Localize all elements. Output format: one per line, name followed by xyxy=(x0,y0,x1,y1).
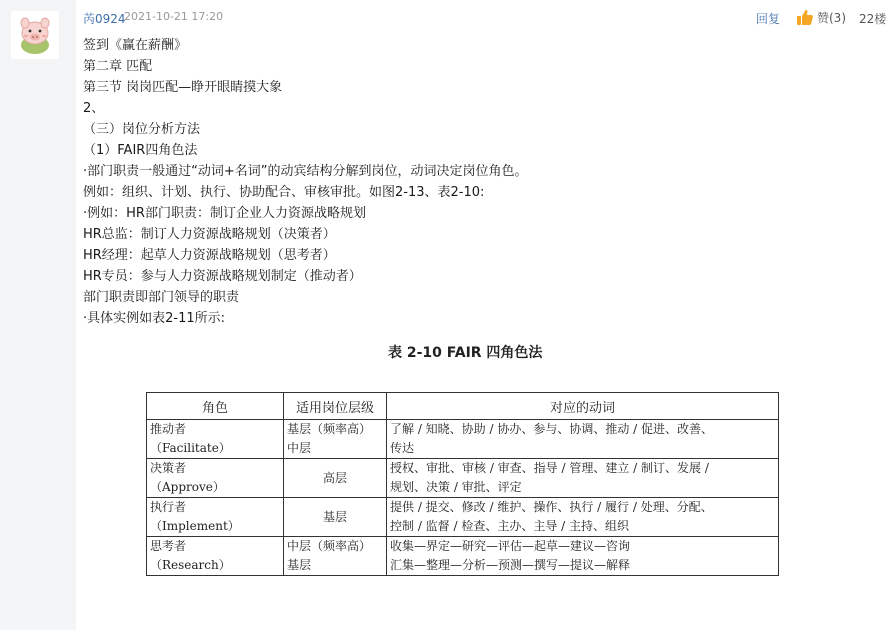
post-header xyxy=(83,10,889,28)
role-english: （Approve） xyxy=(150,480,225,494)
content-line: 第二章 匹配 xyxy=(83,59,153,74)
role-english: （Facilitate） xyxy=(150,441,231,455)
table-row xyxy=(147,498,779,537)
verbs-line: 授权、审批、审核 / 审查、指导 / 管理、建立 / 制订、发展 / xyxy=(390,461,709,475)
content-line: 签到《赢在薪酬》 xyxy=(83,38,188,53)
content-line: ·具体实例如表2-11所示: xyxy=(83,311,226,326)
floor-number: 22楼 xyxy=(859,12,887,26)
verbs-line: 提供 / 提交、修改 / 维护、操作、执行 / 履行 / 处理、分配、 xyxy=(390,500,713,514)
verbs-line: 规划、决策 / 审批、评定 xyxy=(390,480,522,494)
level-line: 中层 xyxy=(287,441,312,455)
content-line: HR总监：制订人力资源战略规划（决策者） xyxy=(83,227,336,242)
role-cell xyxy=(147,537,284,576)
verbs-cell xyxy=(387,459,779,498)
role-english: （Implement） xyxy=(150,519,240,533)
post-content xyxy=(83,35,883,329)
username-link[interactable]: 芮0924 xyxy=(83,12,126,26)
role-english: （Research） xyxy=(150,558,231,572)
verbs-line: 了解 / 知晓、协助 / 协办、参与、协调、推动 / 促进、改善、 xyxy=(390,422,714,436)
role-cell xyxy=(147,420,284,459)
table-row xyxy=(147,459,779,498)
verbs-line: 汇集—整理—分析—预测—撰写—提议—解释 xyxy=(390,558,631,572)
content-line: HR专员：参与人力资源战略规划制定（推动者） xyxy=(83,269,362,284)
table-header-row xyxy=(147,393,779,420)
header-level: 适用岗位层级 xyxy=(284,393,387,420)
role-name: 推动者 xyxy=(150,422,187,436)
like-button[interactable] xyxy=(796,8,846,26)
header-verbs: 对应的动词 xyxy=(387,393,779,420)
header-role: 角色 xyxy=(147,393,284,420)
fair-table-image[interactable] xyxy=(140,330,790,630)
level-cell xyxy=(284,537,387,576)
verbs-line: 传达 xyxy=(390,441,415,455)
content-line: ·部门职责一般通过“动词+名词”的动宾结构分解到岗位，动词决定岗位角色。 xyxy=(83,164,528,179)
reply-button[interactable]: 回复 xyxy=(756,12,781,26)
table-row xyxy=(147,537,779,576)
verbs-cell xyxy=(387,498,779,537)
level-cell: 基层 xyxy=(284,498,387,537)
role-name: 决策者 xyxy=(150,461,187,475)
content-line: （三）岗位分析方法 xyxy=(83,122,201,137)
post-timestamp: 2021-10-21 17:20 xyxy=(124,10,224,23)
content-line: ·例如：HR部门职责：制订企业人力资源战略规划 xyxy=(83,206,366,221)
user-sidebar xyxy=(0,0,76,630)
user-avatar[interactable] xyxy=(11,11,59,59)
content-line: 第三节 岗岗匹配—睁开眼睛摸大象 xyxy=(83,80,283,95)
role-name: 思考者 xyxy=(150,539,187,553)
level-cell xyxy=(284,420,387,459)
level-line: 中层（频率高） xyxy=(287,539,372,553)
content-line: 例如：组织、计划、执行、协助配合、审核审批。如图2-13、表2-10: xyxy=(83,185,485,200)
table-row xyxy=(147,420,779,459)
content-line: 2、 xyxy=(83,101,105,116)
role-name: 执行者 xyxy=(150,500,187,514)
verbs-cell xyxy=(387,420,779,459)
verbs-line: 控制 / 监督 / 检查、主办、主导 / 主持、组织 xyxy=(390,519,630,533)
level-line: 基层 xyxy=(287,558,312,572)
verbs-cell xyxy=(387,537,779,576)
verbs-line: 收集—界定—研究—评估—起草—建议—咨询 xyxy=(390,539,631,553)
fair-table xyxy=(146,392,779,576)
table-caption: 表 2-10 FAIR 四角色法 xyxy=(388,345,543,361)
content-line: （1）FAIR四角色法 xyxy=(83,143,198,158)
pig-avatar-icon xyxy=(11,11,59,59)
level-cell: 高层 xyxy=(284,459,387,498)
like-count: 赞(3) xyxy=(817,10,846,25)
content-line: HR经理：起草人力资源战略规划（思考者） xyxy=(83,248,336,263)
role-cell xyxy=(147,498,284,537)
thumbs-up-icon xyxy=(796,8,814,26)
level-line: 基层（频率高） xyxy=(287,422,372,436)
role-cell xyxy=(147,459,284,498)
content-line: 部门职责即部门领导的职责 xyxy=(83,290,240,305)
